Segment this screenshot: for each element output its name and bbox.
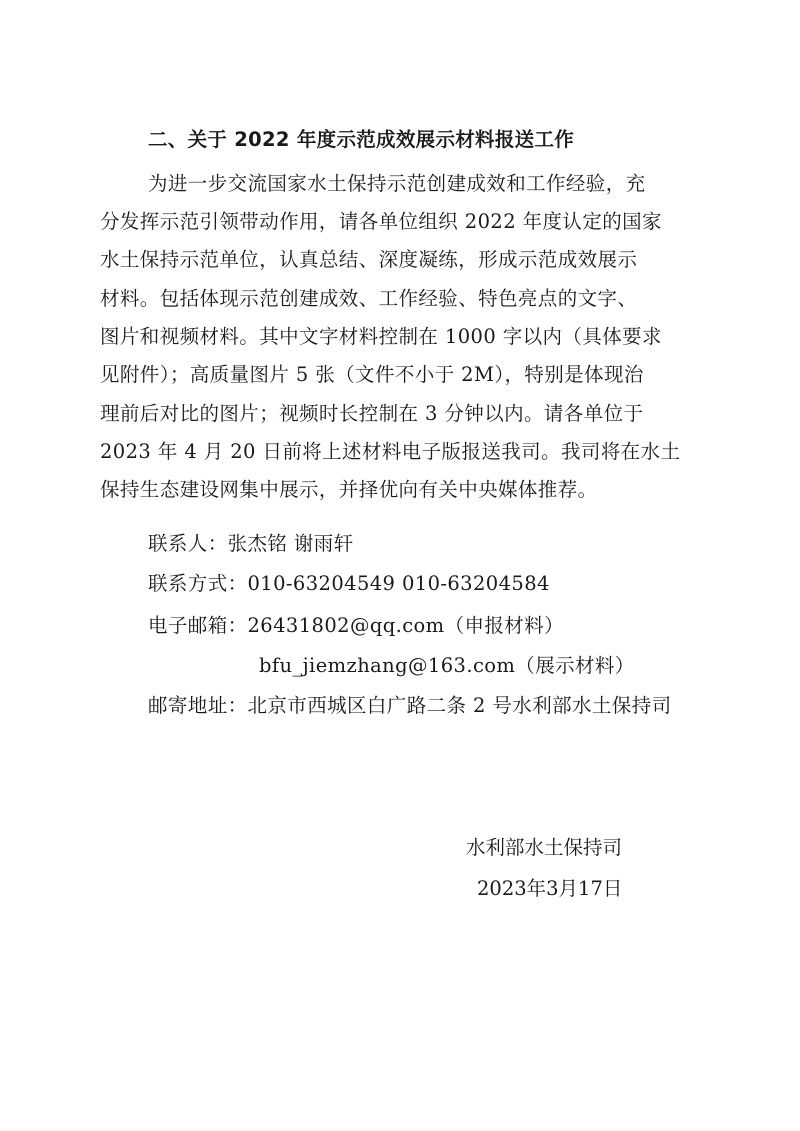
section-heading: 二、关于 2022 年度示范成效展示材料报送工作 [148, 128, 575, 151]
mailing-address: 邮寄地址：北京市西城区白广路二条 2 号水利部水土保持司 [148, 694, 672, 717]
body-line: 为进一步交流国家水土保持示范创建成效和工作经验，充 [148, 172, 646, 195]
contact-phone: 联系方式：010-63204549 010-63204584 [148, 572, 550, 595]
signature-organization: 水利部水土保持司 [466, 836, 623, 859]
body-line: 分发挥示范引领带动作用，请各单位组织 2022 年度认定的国家 [100, 210, 662, 233]
body-line: 图片和视频材料。其中文字材料控制在 1000 字以内（具体要求 [100, 325, 662, 348]
body-line: 保持生态建设网集中展示，并择优向有关中央媒体推荐。 [100, 478, 598, 501]
body-line: 见附件）；高质量图片 5 张（文件不小于 2M），特别是体现治 [100, 363, 644, 386]
contact-email-secondary: bfu_jiemzhang@163.com（展示材料） [259, 654, 635, 677]
contact-person: 联系人：张杰铭 谢雨轩 [148, 532, 354, 555]
body-line: 理前后对比的图片；视频时长控制在 3 分钟以内。请各单位于 [100, 402, 644, 425]
signature-date: 2023年3月17日 [477, 877, 623, 900]
body-line: 材料。包括体现示范创建成效、工作经验、特色亮点的文字、 [100, 287, 638, 310]
body-line: 2023 年 4 月 20 日前将上述材料电子版报送我司。我司将在水土 [100, 440, 681, 463]
contact-email-primary: 电子邮箱：26431802@qq.com（申报材料） [148, 614, 564, 637]
body-line: 水土保持示范单位，认真总结、深度凝练，形成示范成效展示 [100, 248, 638, 271]
